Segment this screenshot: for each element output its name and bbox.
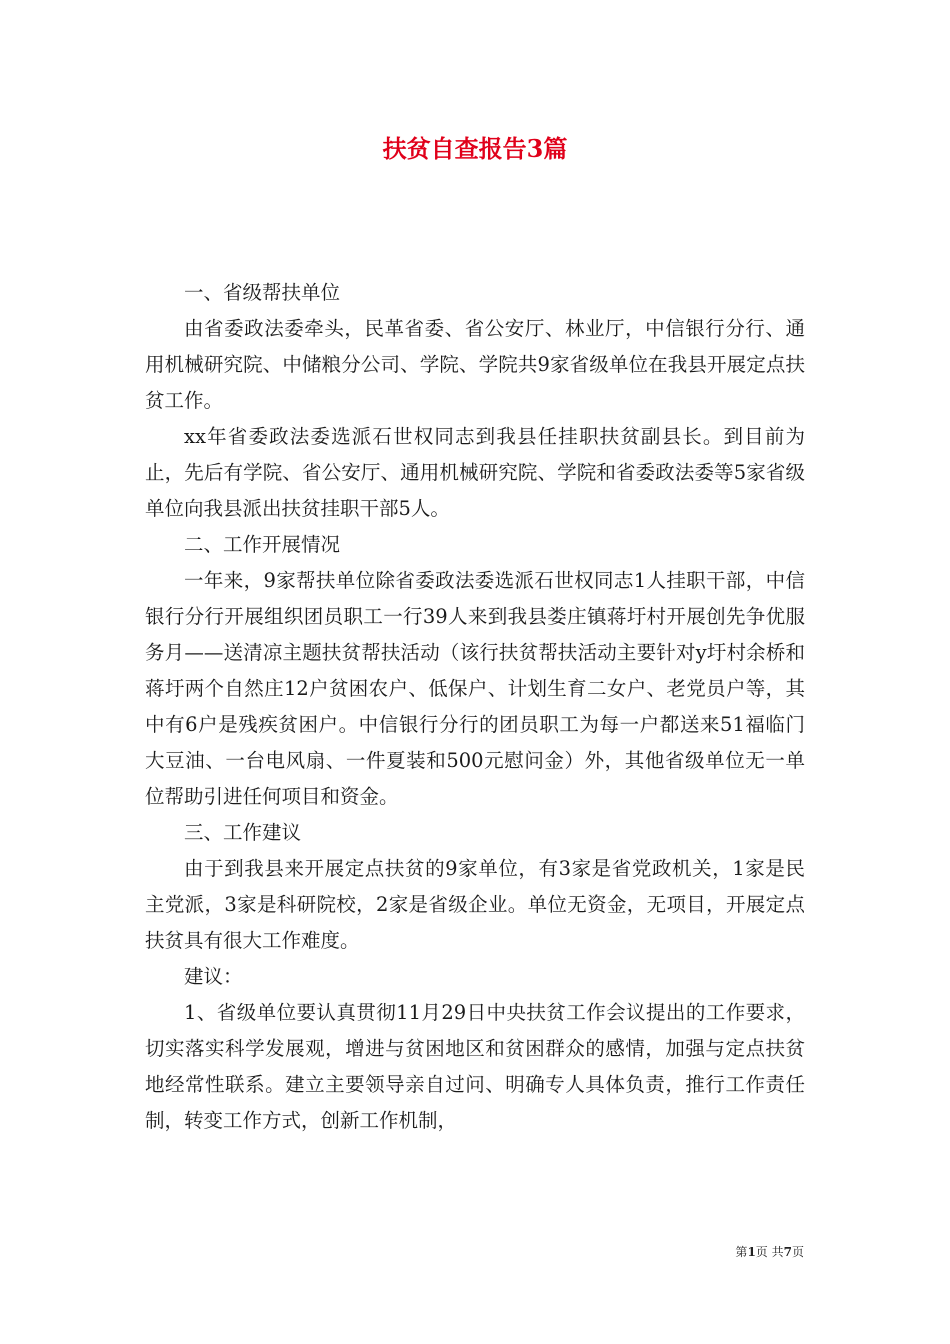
total-page-number: 7 bbox=[783, 1245, 792, 1259]
document-title: 扶贫自查报告3篇 bbox=[382, 134, 568, 163]
body-paragraph: 一年来，9家帮扶单位除省委政法委选派石世权同志1人挂职干部，中信银行分行开展组织团员职工一行39人来到我县娄庄镇蒋圩村开展创先争优服务月——送清凉主题扶贫帮扶活动（该行扶贫帮扶活动主要针对y圩村余桥和蒋圩两个自然庄12户贫困农户、低保户、计划生育二女户、老党员户等，其中有6户是残疾贫困户。中信银行分行的团员职工为每一户都送来51福临门大豆油、一台电风扇、一件夏装和500元慰问金）外，其他省级单位无一单位帮助引进任何项目和资金。 bbox=[145, 569, 805, 808]
document-body bbox=[145, 275, 805, 1139]
footer-prefix: 第 bbox=[735, 1245, 748, 1259]
body-paragraph: 由省委政法委牵头，民革省委、省公安厅、林业厅，中信银行分行、通用机械研究院、中储粮分公司、学院、学院共9家省级单位在我县开展定点扶贫工作。 bbox=[145, 317, 805, 412]
page-footer bbox=[735, 1244, 804, 1260]
footer-suffix: 页 bbox=[791, 1245, 804, 1259]
footer-middle: 页 共 bbox=[755, 1245, 784, 1259]
body-paragraph: 建议： bbox=[184, 965, 243, 988]
section-heading: 三、工作建议 bbox=[184, 821, 302, 844]
body-paragraph: 由于到我县来开展定点扶贫的9家单位，有3家是省党政机关，1家是民主党派，3家是科研院校，2家是省级企业。单位无资金，无项目，开展定点扶贫具有很大工作难度。 bbox=[145, 857, 805, 952]
current-page-number: 1 bbox=[747, 1245, 756, 1259]
body-paragraph: 1、省级单位要认真贯彻11月29日中央扶贫工作会议提出的工作要求，切实落实科学发展观，增进与贫困地区和贫困群众的感情，加强与定点扶贫地经常性联系。建立主要领导亲自过问、明确专人具体负责，推行工作责任制，转变工作方式，创新工作机制， bbox=[145, 1001, 805, 1132]
body-paragraph: xx年省委政法委选派石世权同志到我县任挂职扶贫副县长。到目前为止，先后有学院、省公安厅、通用机械研究院、学院和省委政法委等5家省级单位向我县派出扶贫挂职干部5人。 bbox=[145, 425, 805, 520]
section-heading: 二、工作开展情况 bbox=[184, 533, 341, 556]
section-heading: 一、省级帮扶单位 bbox=[184, 281, 341, 304]
